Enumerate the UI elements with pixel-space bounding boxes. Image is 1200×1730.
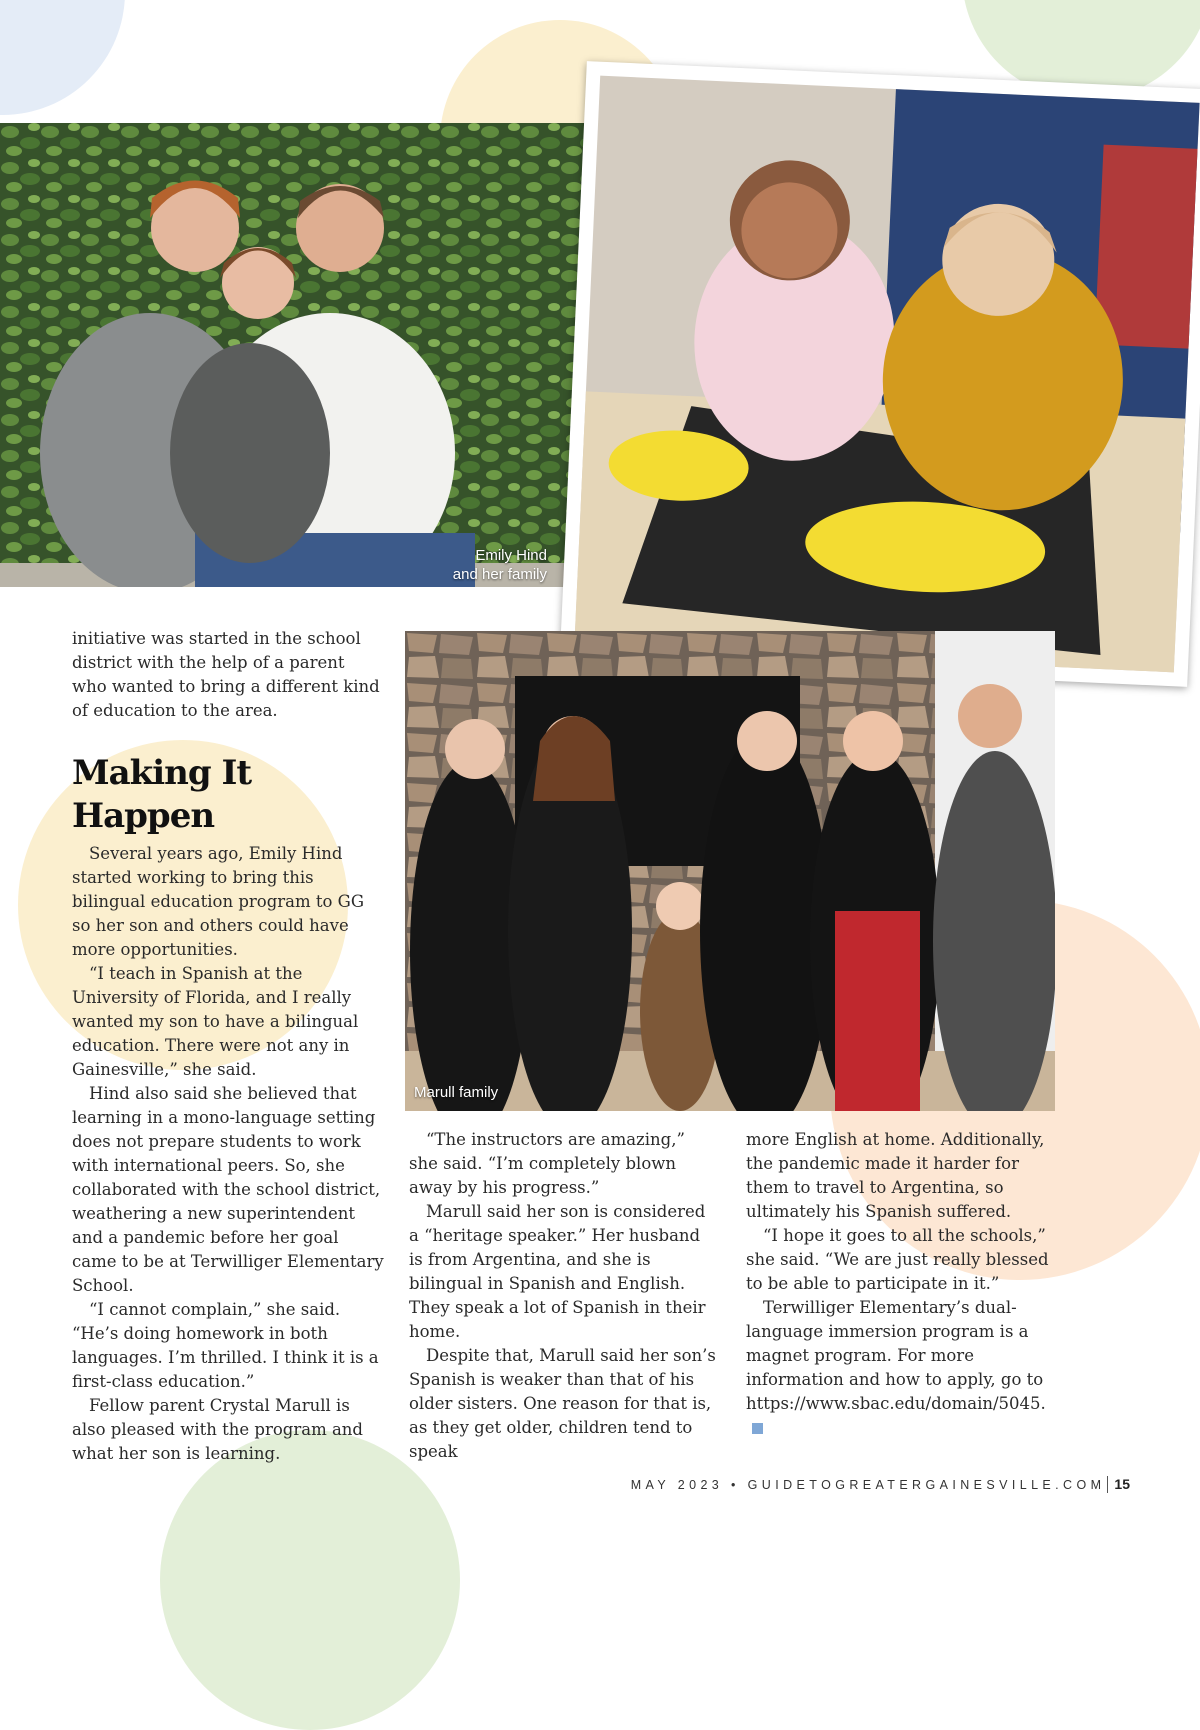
caption-line-2: and her family (452, 566, 547, 583)
caption-line-1: Emily Hind (475, 547, 547, 564)
paragraph: Fellow parent Crystal Marull is also pleased with the program and what her son is learning. (72, 1396, 363, 1463)
paragraph: “The instructors are amazing,” she said. “I’m completely blown away by his progress.” (409, 1130, 685, 1197)
marull-family-illustration (405, 631, 1055, 1111)
paragraph: Hind also said she believed that learning in a mono-language setting does not prepare students to work with international peers. So, she collaborated with the school district, weathering a new superintendent and a pandemic before her goal came to be at Terwilliger Elementary School. (72, 1084, 384, 1295)
section-heading (72, 752, 372, 838)
photo-marull-caption: Marull family (414, 1084, 499, 1101)
heading-line-2: Happen (72, 796, 215, 836)
bg-circle-green-bottom (160, 1430, 460, 1730)
photo-hind-caption (453, 546, 547, 584)
photo-classroom (560, 61, 1200, 687)
paragraph: Marull said her son is considered a “heritage speaker.” Her husband is from Argentina, and she is bilingual in Spanish and English. They speak a lot of Spanish in their home. (409, 1202, 706, 1341)
page-footer (631, 1476, 1130, 1493)
paragraph: Despite that, Marull said her son’s Spanish is weaker than that of his older sisters. One reason for that is, as they get older, children tend to speak (409, 1346, 716, 1461)
intro-paragraph (72, 627, 382, 723)
photo-hind-family (0, 123, 615, 587)
hind-family-illustration (0, 123, 615, 587)
paragraph-text: Terwilliger Elementary’s dual-language immersion program is a magnet program. For more information and how to apply, go to https://www.sbac.edu/domain/5045. (746, 1298, 1046, 1413)
photo-marull-family (405, 631, 1055, 1111)
article-column-2 (409, 1128, 717, 1464)
paragraph: more English at home. Additionally, the pandemic made it harder for them to travel to Argentina, so ultimately his Spanish suffered. (746, 1130, 1045, 1221)
footer-text: MAY 2023 • GUIDETOGREATERGAINESVILLE.COM (630, 1478, 1106, 1492)
paragraph (746, 1296, 1058, 1440)
bg-circle-blue (0, 0, 125, 115)
paragraph: “I teach in Spanish at the University of Florida, and I really wanted my son to have a bilingual education. There were not any in Gainesville,” she said. (72, 964, 359, 1079)
classroom-illustration (560, 61, 1200, 687)
article-column-3 (746, 1128, 1058, 1440)
paragraph: Several years ago, Emily Hind started working to bring this bilingual education program to GG so her son and others could have more opportunities. (72, 844, 365, 959)
end-of-article-square-icon (752, 1423, 763, 1434)
paragraph: “I hope it goes to all the schools,” she said. “We are just really blessed to be able to participate in it.” (746, 1226, 1049, 1293)
article-column-1 (72, 842, 384, 1466)
intro-text: initiative was started in the school district with the help of a parent who wanted to bring a different kind of education to the area. (72, 629, 380, 720)
page-number: 15 (1114, 1476, 1130, 1492)
heading-line-1: Making It (72, 753, 252, 793)
footer-divider (1107, 1476, 1108, 1493)
paragraph: “I cannot complain,” she said. “He’s doing homework in both languages. I’m thrilled. I think it is a first-class education.” (72, 1300, 379, 1391)
